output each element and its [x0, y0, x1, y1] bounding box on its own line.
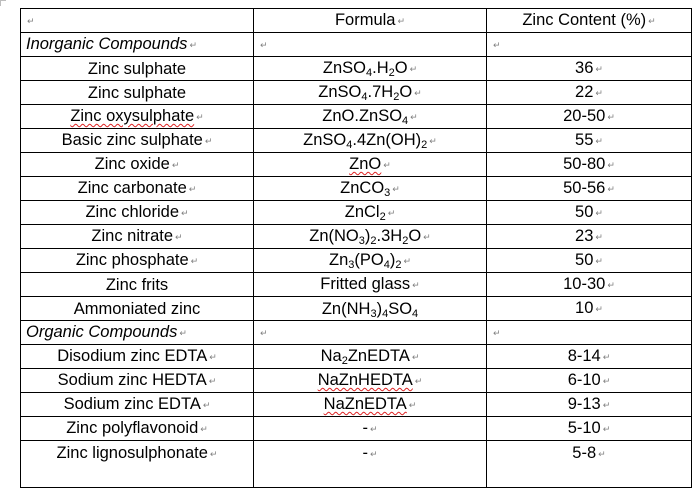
cell-end-mark: ↵: [260, 39, 268, 50]
zinc-content-value: 36: [575, 59, 594, 78]
table-row: [21, 153, 692, 177]
table-row: [21, 393, 692, 417]
cell-end-mark: ↵: [208, 375, 217, 386]
formula-cell: [254, 153, 487, 177]
cell-end-mark: ↵: [188, 183, 197, 194]
compound-name: Zinc nitrate: [91, 227, 174, 246]
compound-name: Zinc sulphate: [87, 59, 187, 78]
compound-formula: $Zn_3(PO_4)_2$: [328, 251, 402, 272]
compound-formula: $Na_2ZnEDTA$: [320, 347, 410, 368]
cell-end-mark: ↵: [383, 159, 391, 170]
compound-name-cell: [21, 393, 254, 417]
cell-end-mark: ↵: [595, 135, 603, 146]
table-row: [21, 417, 692, 441]
zinc-content-value: 20-50: [563, 107, 606, 126]
section-empty-cell: [254, 33, 487, 57]
cell-end-mark: ↵: [607, 279, 615, 290]
cell-end-mark: ↵: [204, 135, 213, 146]
compound-name: Zinc chloride: [85, 203, 179, 222]
cell-end-mark: ↵: [27, 15, 35, 26]
compound-name-cell: [21, 129, 254, 153]
compound-formula: ZnO.ZnSO$_4$: [322, 107, 409, 128]
compound-formula: $Zn(NO_3)_2.3H_2O$: [309, 227, 422, 248]
zinc-content-value: 50: [575, 203, 594, 222]
compound-name-cell: [21, 201, 254, 225]
cell-end-mark: ↵: [602, 375, 611, 386]
zinc-content-cell: [487, 249, 692, 273]
formula-cell: [254, 369, 487, 393]
cell-end-mark: ↵: [409, 63, 418, 74]
section-empty-cell: [254, 321, 487, 345]
table-row: [21, 225, 692, 249]
header-cell-zinc-content: [487, 9, 692, 33]
compound-name-cell: [21, 81, 254, 105]
zinc-content-cell: [487, 297, 692, 321]
table-row: [21, 441, 692, 488]
formula-cell: [254, 105, 487, 129]
cell-end-mark: ↵: [369, 423, 378, 434]
zinc-content-value: 50: [575, 251, 594, 270]
cell-end-mark: ↵: [598, 448, 606, 459]
formula-cell: [254, 345, 487, 369]
cell-end-mark: ↵: [595, 87, 603, 98]
cell-end-mark: ↵: [493, 327, 501, 338]
formula-cell: [254, 417, 487, 441]
cell-end-mark: ↵: [595, 303, 603, 314]
compound-formula: -: [362, 444, 368, 462]
zinc-content-cell: [487, 345, 692, 369]
zinc-content-value: 55: [575, 131, 594, 150]
compound-formula: $Zn(NH_3)_4SO_4$: [321, 299, 419, 320]
zinc-content-value: 50-80: [563, 155, 606, 174]
zinc-content-cell: [487, 81, 692, 105]
cell-end-mark: ↵: [595, 255, 603, 266]
compound-name: Ammoniated zinc: [73, 299, 201, 318]
zinc-content-value: 5-8: [572, 444, 597, 462]
cell-end-mark: ↵: [196, 111, 204, 122]
cell-end-mark: ↵: [648, 15, 656, 26]
table-row: [21, 105, 692, 129]
formula-cell: [254, 249, 487, 273]
compound-name: Zinc polyflavonoid: [66, 419, 199, 438]
cell-end-mark: ↵: [602, 351, 611, 362]
zinc-compounds-table: [20, 8, 692, 488]
zinc-content-cell: [487, 153, 692, 177]
cell-end-mark: ↵: [387, 207, 396, 218]
cell-end-mark: ↵: [411, 351, 420, 362]
cell-end-mark: ↵: [397, 15, 406, 26]
compound-formula: $ZnSO_4.4Zn(OH)_2$: [303, 131, 428, 152]
zinc-content-cell: [487, 369, 692, 393]
compound-name: Zinc carbonate: [77, 179, 187, 198]
table-row: [21, 177, 692, 201]
table-row: [21, 273, 692, 297]
compound-formula: NaZnEDTA: [323, 395, 407, 414]
table-row: [21, 249, 692, 273]
section-title: Inorganic Compounds: [26, 35, 188, 54]
cell-end-mark: ↵: [179, 327, 187, 338]
cell-end-mark: ↵: [414, 375, 423, 386]
formula-cell: [254, 81, 487, 105]
compound-name-cell: [21, 57, 254, 81]
formula-cell: [254, 225, 487, 249]
cell-end-mark: ↵: [410, 111, 418, 122]
header-cell-formula: [254, 9, 487, 33]
cell-end-mark: ↵: [412, 279, 420, 290]
compound-name: Zinc frits: [105, 275, 169, 294]
zinc-content-cell: [487, 441, 692, 488]
zinc-content-cell: [487, 417, 692, 441]
compound-name-cell: [21, 441, 254, 488]
table-row: [21, 129, 692, 153]
cell-end-mark: ↵: [392, 183, 400, 194]
zinc-content-value: 22: [575, 83, 594, 102]
compound-name: Sodium zinc EDTA: [63, 395, 201, 414]
header-cell-blank: [21, 9, 254, 33]
zinc-content-value: 6-10: [567, 371, 601, 390]
compound-name: Zinc lignosulphonate: [56, 444, 208, 462]
section-header-row: [21, 33, 692, 57]
section-empty-cell: [487, 33, 692, 57]
cell-end-mark: ↵: [602, 423, 611, 434]
cell-end-mark: ↵: [200, 423, 208, 434]
zinc-content-cell: [487, 393, 692, 417]
table-row: [21, 81, 692, 105]
cell-end-mark: ↵: [181, 207, 189, 218]
compound-name: Zinc phosphate: [75, 251, 189, 270]
compound-formula: ZnO: [349, 155, 382, 174]
formula-cell: [254, 129, 487, 153]
zinc-content-value: 23: [575, 227, 594, 246]
compound-formula: -: [362, 419, 368, 438]
section-title-cell: [21, 321, 254, 345]
formula-cell: [254, 177, 487, 201]
cell-end-mark: ↵: [175, 231, 183, 242]
formula-cell: [254, 201, 487, 225]
zinc-content-cell: [487, 105, 692, 129]
cell-end-mark: ↵: [414, 87, 422, 98]
cell-end-mark: ↵: [429, 135, 437, 146]
cell-end-mark: ↵: [493, 39, 501, 50]
cell-end-mark: ↵: [403, 255, 412, 266]
compound-name-cell: [21, 153, 254, 177]
compound-name: Basic zinc sulphate: [61, 131, 203, 150]
zinc-content-cell: [487, 57, 692, 81]
section-title: Organic Compounds: [26, 323, 178, 342]
column-header-zinc-content: Zinc Content (%): [522, 11, 647, 30]
cell-end-mark: ↵: [369, 448, 378, 459]
compound-name-cell: [21, 225, 254, 249]
compound-name: Zinc oxide: [94, 155, 170, 174]
compound-name-cell: [21, 345, 254, 369]
compound-name: Sodium zinc HEDTA: [57, 371, 207, 390]
table-row: [21, 57, 692, 81]
compound-formula: ZnCl$_2$: [344, 203, 386, 224]
cell-end-mark: ↵: [423, 231, 431, 242]
cell-end-mark: ↵: [607, 159, 615, 170]
cell-end-mark: ↵: [607, 111, 615, 122]
section-title-cell: [21, 33, 254, 57]
compound-name-cell: [21, 105, 254, 129]
compound-name-cell: [21, 417, 254, 441]
compound-name-cell: [21, 273, 254, 297]
formula-cell: [254, 57, 487, 81]
cell-end-mark: ↵: [595, 231, 603, 242]
page-corner-mark: [0, 0, 6, 1]
compound-name-cell: [21, 369, 254, 393]
zinc-content-cell: [487, 201, 692, 225]
formula-cell: [254, 393, 487, 417]
compound-name-cell: [21, 297, 254, 321]
compound-name: Disodium zinc EDTA: [57, 347, 208, 366]
zinc-content-value: 9-13: [567, 395, 601, 414]
formula-cell: [254, 441, 487, 488]
column-header-formula: Formula: [334, 11, 396, 30]
compound-formula: $ZnSO_4.H_2O$: [322, 59, 408, 80]
table-header-row: [21, 9, 692, 33]
cell-end-mark: ↵: [260, 327, 268, 338]
cell-end-mark: ↵: [602, 399, 611, 410]
compound-name: Zinc oxysulphate: [70, 107, 195, 126]
cell-end-mark: ↵: [595, 207, 603, 218]
cell-end-mark: ↵: [189, 39, 197, 50]
zinc-content-cell: [487, 129, 692, 153]
table-row: [21, 201, 692, 225]
table-row: [21, 297, 692, 321]
zinc-content-value: 10-30: [563, 275, 606, 294]
cell-end-mark: ↵: [607, 183, 615, 194]
cell-end-mark: ↵: [209, 351, 217, 362]
compound-name-cell: [21, 249, 254, 273]
section-empty-cell: [487, 321, 692, 345]
cell-end-mark: ↵: [202, 399, 211, 410]
zinc-content-cell: [487, 177, 692, 201]
formula-cell: [254, 273, 487, 297]
zinc-content-value: 8-14: [567, 347, 601, 366]
cell-end-mark: ↵: [408, 399, 417, 410]
section-header-row: [21, 321, 692, 345]
compound-name: Zinc sulphate: [87, 83, 187, 102]
cell-end-mark: ↵: [209, 448, 218, 459]
zinc-content-value: 50-56: [563, 179, 606, 198]
compound-formula: ZnCO$_3$: [340, 179, 391, 200]
compound-formula: NaZnHEDTA: [317, 371, 413, 390]
formula-cell: [254, 297, 487, 321]
cell-end-mark: ↵: [190, 255, 199, 266]
compound-formula: $ZnSO_4.7H_2O$: [318, 83, 413, 104]
zinc-content-cell: [487, 273, 692, 297]
zinc-content-value: 5-10: [567, 419, 601, 438]
table-row: [21, 369, 692, 393]
compound-name-cell: [21, 177, 254, 201]
cell-end-mark: ↵: [595, 63, 603, 74]
compound-formula: Fritted glass: [320, 275, 411, 294]
table-row: [21, 345, 692, 369]
cell-end-mark: ↵: [171, 159, 180, 170]
zinc-content-value: 10: [575, 299, 594, 318]
zinc-content-cell: [487, 225, 692, 249]
